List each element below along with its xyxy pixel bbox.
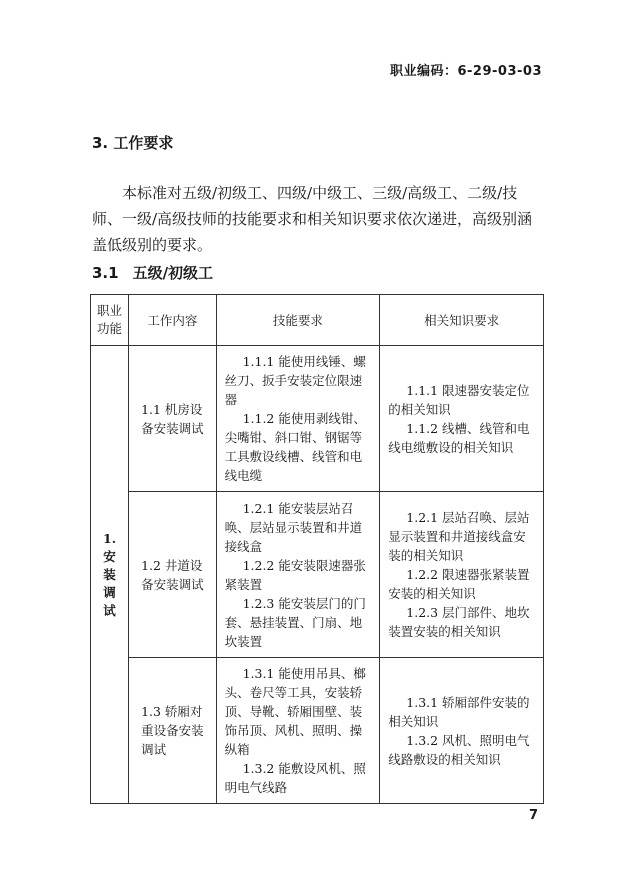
knowledge-cell — [380, 658, 544, 804]
requirements-table — [90, 294, 544, 804]
table-row — [91, 492, 544, 658]
content-cell: 1.2 井道设备安装调试 — [129, 492, 217, 658]
header-content: 工作内容 — [129, 295, 217, 346]
section-title: 3. 工作要求 — [92, 134, 174, 152]
knowledge-item: 1.1.2 线槽、线管和电线电缆敷设的相关知识 — [388, 420, 530, 455]
skills-cell — [216, 492, 380, 658]
skill-item: 1.1.2 能使用剥线钳、尖嘴钳、斜口钳、钢锯等工具敷设线槽、线管和电线电缆 — [224, 411, 366, 483]
table-header-row — [91, 295, 544, 346]
skills-cell — [216, 346, 380, 492]
occupation-code: 职业编码：6-29-03-03 — [389, 64, 542, 79]
skill-item: 1.2.3 能安装层门的门套、悬挂装置、门扇、地坎装置 — [224, 595, 366, 649]
knowledge-cell — [380, 346, 544, 492]
header-knowledge: 相关知识要求 — [380, 295, 544, 346]
header-skills: 技能要求 — [216, 295, 380, 346]
function-label: 1. 安装调试 — [103, 530, 117, 618]
subsection-label: 五级/初级工 — [132, 264, 214, 282]
skill-item: 1.1.1 能使用线锤、螺丝刀、扳手安装定位限速器 — [224, 354, 366, 407]
knowledge-item: 1.2.2 限速器张紧装置安装的相关知识 — [388, 567, 530, 601]
content-cell: 1.3 轿厢对重设备安装调试 — [129, 658, 217, 804]
table-row — [91, 658, 544, 804]
skill-item: 1.3.1 能使用吊具、榔头、卷尺等工具，安装轿顶、导靴、轿厢围壁、装饰吊顶、风机、照明、操纵箱 — [224, 666, 366, 757]
knowledge-cell — [380, 492, 544, 658]
knowledge-item: 1.2.1 层站召唤、层站显示装置和井道接线盒安装的相关知识 — [388, 510, 530, 563]
skill-item: 1.2.2 能安装限速器张紧装置 — [224, 557, 366, 592]
subsection-number: 3.1 — [92, 264, 119, 282]
intro-paragraph: 本标准对五级/初级工、四级/中级工、三级/高级工、二级/技师、一级/高级技师的技能要求和相关知识要求依次递进，高级别涵盖低级别的要求。 — [92, 184, 533, 254]
header-function: 职业功能 — [91, 295, 129, 346]
knowledge-item: 1.3.2 风机、照明电气线路敷设的相关知识 — [388, 732, 530, 767]
knowledge-item: 1.1.1 限速器安装定位的相关知识 — [388, 382, 530, 417]
skill-item: 1.2.1 能安装层站召唤、层站显示装置和井道接线盒 — [224, 500, 363, 554]
skills-cell — [216, 658, 380, 804]
subsection-title — [92, 262, 213, 283]
content-cell: 1.1 机房设备安装调试 — [129, 346, 217, 492]
knowledge-item: 1.2.3 层门部件、地坎装置安装的相关知识 — [388, 605, 530, 639]
knowledge-item: 1.3.1 轿厢部件安装的相关知识 — [388, 694, 530, 729]
page-number: 7 — [528, 808, 538, 823]
skill-item: 1.3.2 能敷设风机、照明电气线路 — [224, 761, 366, 795]
table-row — [91, 346, 544, 492]
function-cell — [91, 346, 129, 804]
